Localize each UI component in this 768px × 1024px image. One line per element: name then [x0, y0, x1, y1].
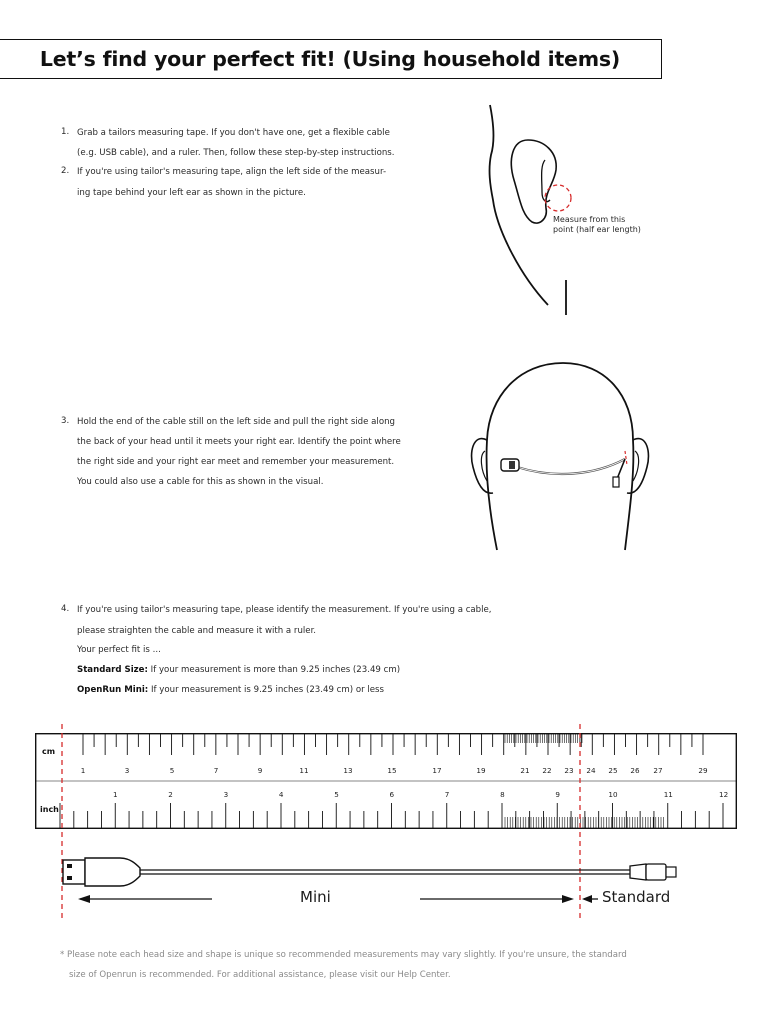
cm-tick-label: 21: [520, 766, 530, 775]
step-4-line-2: please straighten the cable and measure it with a ruler.: [77, 626, 317, 636]
mini-size-text: If your measurement is 9.25 inches (23.49 cm) or less: [148, 685, 384, 695]
standard-label: Standard: [602, 888, 671, 906]
inch-tick-label: 4: [278, 790, 284, 799]
step-4-line-1: If you're using tailor's measuring tape, please identify the measurement. If you're using a cable,: [77, 605, 492, 615]
cm-tick-label: 25: [608, 766, 618, 775]
inch-tick-label: 12: [719, 790, 729, 799]
step-3-line-4: You could also use a cable for this as shown in the visual.: [77, 477, 324, 487]
cm-tick-label: 13: [343, 766, 353, 775]
ear-caption-line-2: point (half ear length): [553, 225, 641, 234]
page-title: Let’s find your perfect fit! (Using household items): [39, 47, 621, 71]
step-2-line-1: If you're using tailor's measuring tape, align the left side of the measur-: [77, 167, 387, 177]
inch-tick-label: 6: [389, 790, 395, 799]
cable-illustration: [60, 852, 700, 892]
inch-unit-label: inch: [40, 805, 59, 814]
step-3-line-2: the back of your head until it meets your right ear. Identify the point where: [77, 437, 401, 447]
footnote-line-2: size of Openrun is recommended. For additional assistance, please visit our Help Center.: [69, 970, 451, 980]
cm-tick-label: 19: [476, 766, 486, 775]
cm-tick-label: 26: [630, 766, 640, 775]
step-4-line-3: Your perfect fit is ...: [77, 645, 161, 655]
cm-tick-label: 27: [653, 766, 663, 775]
step-3-line-1: Hold the end of the cable still on the left side and pull the right side along: [77, 417, 395, 427]
cm-tick-label: 24: [586, 766, 596, 775]
standard-size-criteria: [77, 664, 400, 676]
step-1-line-2: (e.g. USB cable), and a ruler. Then, follow these step-by-step instructions.: [77, 148, 395, 158]
cm-tick-label: 3: [124, 766, 130, 775]
inch-tick-label: 11: [663, 790, 673, 799]
cm-tick-label: 22: [542, 766, 552, 775]
standard-arrow-head: [582, 895, 592, 903]
step-1-line-1: Grab a tailors measuring tape. If you don't have one, get a flexible cable: [77, 128, 390, 138]
mini-arrow-left-head: [78, 895, 90, 903]
title-box: [0, 39, 662, 79]
standard-size-label: Standard Size:: [77, 665, 148, 675]
cm-tick-label: 9: [257, 766, 263, 775]
step-1-number: 1.: [61, 127, 70, 137]
step-3-number: 3.: [61, 416, 70, 426]
mini-arrow-right-head: [562, 895, 574, 903]
cm-tick-label: 1: [80, 766, 86, 775]
mini-label: Mini: [300, 888, 331, 906]
cm-tick-label: 23: [564, 766, 574, 775]
cm-tick-label: 17: [432, 766, 442, 775]
inch-tick-label: 9: [555, 790, 560, 799]
cm-tick-label: 29: [698, 766, 708, 775]
step-4-number: 4.: [61, 604, 70, 614]
measure-lines: [0, 724, 768, 944]
ear-illustration: [470, 100, 670, 320]
step-3-line-3: the right side and your right ear meet and remember your measurement.: [77, 457, 395, 467]
head-back-illustration: [465, 355, 665, 555]
cm-tick-label: 15: [387, 766, 397, 775]
inch-tick-label: 2: [168, 790, 173, 799]
step-2-number: 2.: [61, 166, 70, 176]
cm-tick-label: 7: [213, 766, 219, 775]
cm-unit-label: cm: [42, 747, 56, 756]
step-2-line-2: ing tape behind your left ear as shown in the picture.: [77, 188, 306, 198]
standard-size-text: If your measurement is more than 9.25 inches (23.49 cm): [147, 665, 401, 675]
footnote-line-1: * Please note each head size and shape is unique so recommended measurements may vary slightly. If you're unsure, the standard: [60, 950, 627, 960]
mini-size-criteria: [77, 684, 384, 696]
inch-tick-label: 8: [500, 790, 505, 799]
inch-tick-label: 3: [223, 790, 229, 799]
cm-tick-label: 11: [299, 766, 309, 775]
cm-tick-label: 5: [169, 766, 175, 775]
mini-size-label: OpenRun Mini:: [77, 685, 149, 695]
inch-tick-label: 10: [608, 790, 618, 799]
ear-caption-line-1: Measure from this: [553, 215, 626, 224]
inch-tick-label: 5: [334, 790, 339, 799]
inch-tick-label: 7: [444, 790, 450, 799]
inch-tick-label: 1: [113, 790, 118, 799]
